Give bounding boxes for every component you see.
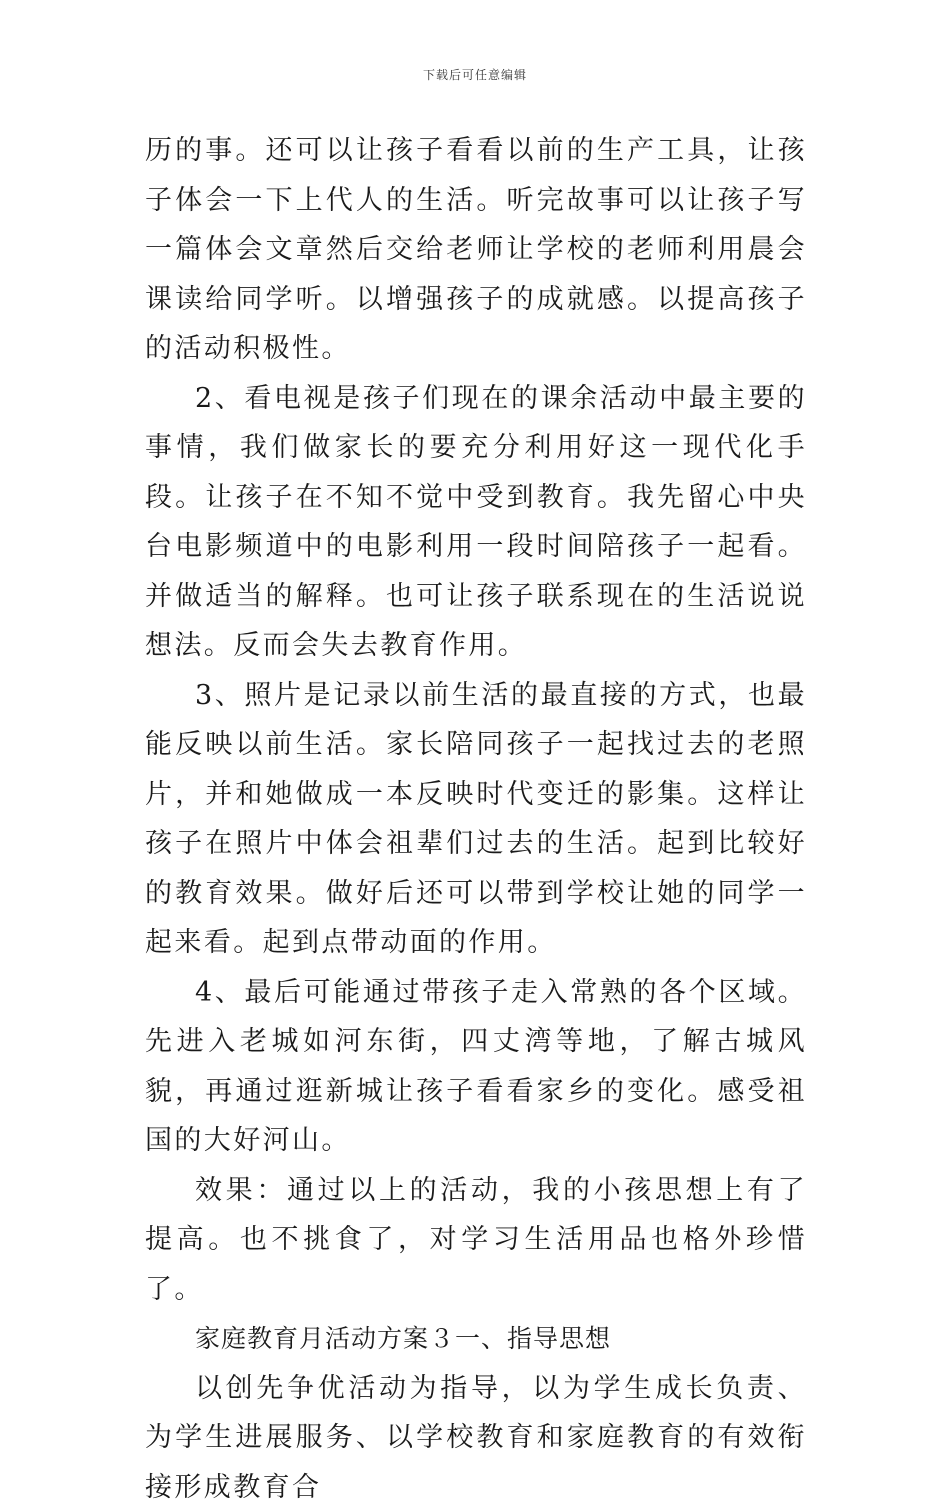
paragraph-item-3: 3、照片是记录以前生活的最直接的方式，也最能反映以前生活。家长陪同孩子一起找过去的老照片，并和她做成一本反映时代变迁的影集。这样让孩子在照片中体会祖辈们过去的生活。起到比较好的教育效果。做好后还可以带到学校让她的同学一起来看。起到点带动面的作用。 [145,671,807,968]
paragraph-item-4: 4、最后可能通过带孩子走入常熟的各个区域。先进入老城如河东街，四丈湾等地，了解古城风貌，再通过逛新城让孩子看看家乡的变化。感受祖国的大好河山。 [145,968,807,1166]
paragraph-continuation: 历的事。还可以让孩子看看以前的生产工具，让孩子体会一下上代人的生活。听完故事可以让孩子写一篇体会文章然后交给老师让学校的老师利用晨会课读给同学听。以增强孩子的成就感。以提高孩子的活动积极性。 [145,126,807,374]
paragraph-item-2: 2、看电视是孩子们现在的课余活动中最主要的事情，我们做家长的要充分利用好这一现代化手段。让孩子在不知不觉中受到教育。我先留心中央台电影频道中的电影利用一段时间陪孩子一起看。并做适当的解释。也可让孩子联系现在的生活说说想法。反而会失去教育作用。 [145,374,807,671]
section-heading: 家庭教育月活动方案３一、指导思想 [145,1314,807,1364]
paragraph-effect: 效果：通过以上的活动，我的小孩思想上有了提高。也不挑食了，对学习生活用品也格外珍惜了。 [145,1166,807,1315]
paragraph-guiding-idea: 以创先争优活动为指导，以为学生成长负责、为学生进展服务、以学校教育和家庭教育的有效衔接形成教育合 [145,1364,807,1512]
document-body [145,126,807,1512]
page-header-note: 下载后可任意编辑 [0,66,950,83]
